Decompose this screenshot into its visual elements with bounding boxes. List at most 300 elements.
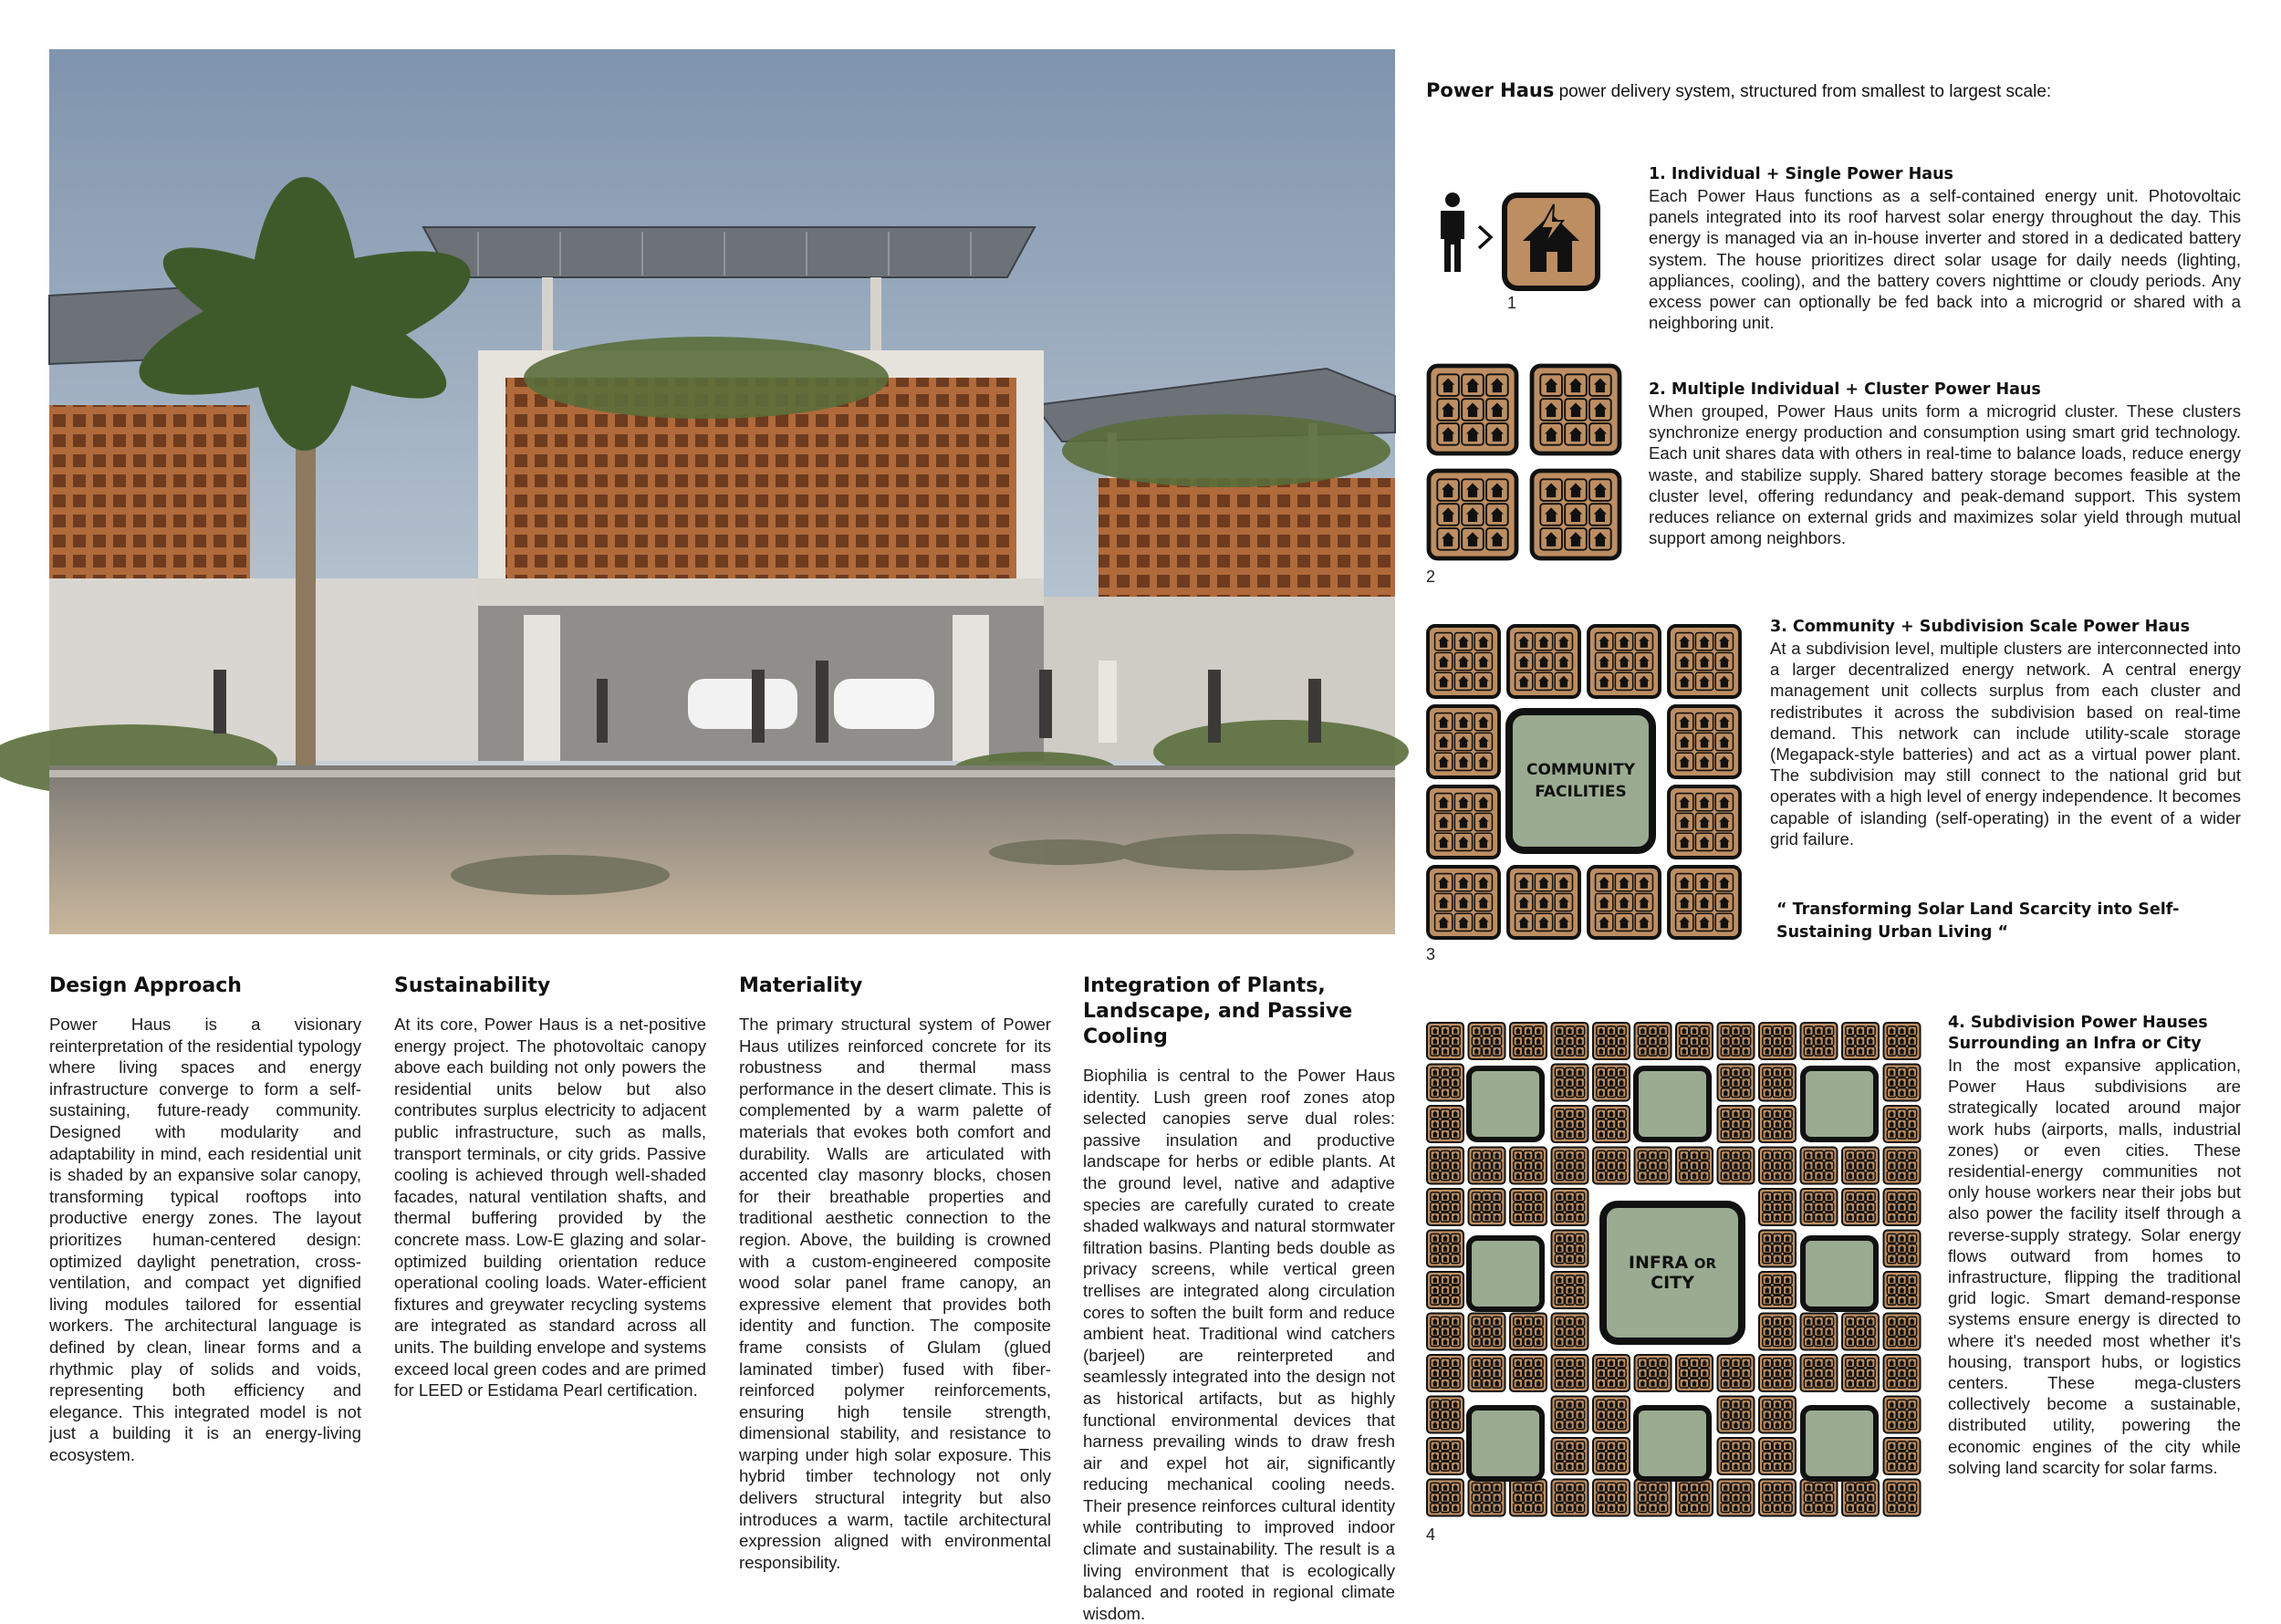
city-cluster-94-unit (1804, 1494, 1813, 1503)
city-cluster-4-unit (1576, 1046, 1585, 1056)
city-diagram (1426, 1022, 1919, 1524)
city-cluster-24-unit (1898, 1119, 1907, 1129)
city-cluster-42-unit (1804, 1213, 1813, 1222)
city-cluster-71-unit (1846, 1379, 1855, 1388)
city-cluster-81-unit (1607, 1462, 1616, 1471)
city-cluster-96-unit (1887, 1483, 1896, 1492)
city-cluster-49-unit (1441, 1275, 1450, 1285)
city-cluster-27-unit (1514, 1171, 1523, 1181)
city-cluster-58-unit (1815, 1317, 1824, 1326)
city-cluster-30-unit (1649, 1150, 1658, 1160)
city-cluster-79-unit (1441, 1452, 1450, 1461)
city-cluster-90-unit (1638, 1494, 1647, 1503)
cluster-3-unit (1486, 504, 1508, 526)
city-cluster-57-unit (1783, 1327, 1792, 1337)
city-cluster-72-unit (1887, 1369, 1896, 1378)
city-cluster-89-unit (1607, 1504, 1616, 1513)
city-cluster-64-unit (1576, 1369, 1585, 1378)
infra-block-7 (1633, 1405, 1712, 1482)
city-cluster-16-unit (1742, 1078, 1751, 1088)
sub-cluster-7-unit (1474, 833, 1492, 850)
city-cluster-85-unit (1451, 1494, 1460, 1503)
city-cluster-74-unit (1566, 1421, 1575, 1430)
city-cluster-48-unit (1908, 1254, 1917, 1264)
city-cluster-34-unit (1815, 1150, 1824, 1160)
city-cluster-25-unit (1431, 1171, 1440, 1181)
city-cluster-64-unit (1555, 1379, 1564, 1388)
city-cluster-88-unit (1576, 1494, 1585, 1503)
city-cluster-35-unit (1856, 1150, 1865, 1160)
city-cluster-82-unit (1732, 1462, 1741, 1471)
city-cluster-85-unit (1451, 1504, 1460, 1513)
city-cluster-56-unit (1555, 1317, 1564, 1326)
city-cluster-11-unit (1856, 1046, 1865, 1056)
house-bolt-icon (1501, 192, 1601, 296)
city-cluster-10-unit (1815, 1046, 1824, 1056)
infra-city-block (1599, 1201, 1745, 1345)
city-cluster-32-unit (1732, 1150, 1741, 1160)
city-cluster-64-unit (1566, 1379, 1575, 1388)
city-cluster-83-unit (1763, 1442, 1772, 1451)
city-cluster-27-unit (1524, 1161, 1533, 1171)
city-cluster-14-unit (1555, 1078, 1564, 1088)
city-cluster-89-unit (1597, 1504, 1606, 1513)
city-cluster-33-unit (1783, 1171, 1792, 1181)
sub-cluster-2-unit (1535, 672, 1552, 690)
city-cluster-95-unit (1846, 1494, 1855, 1503)
city-cluster-38-unit (1493, 1202, 1502, 1212)
city-cluster-9-unit (1763, 1026, 1772, 1036)
city-cluster-95-unit (1856, 1494, 1865, 1503)
city-cluster-69-unit (1763, 1369, 1772, 1378)
city-cluster-80-unit (1566, 1462, 1575, 1471)
city-cluster-84-unit (1908, 1442, 1917, 1451)
sub-cluster-2-unit (1535, 633, 1552, 651)
city-cluster-7-unit (1690, 1026, 1699, 1036)
sub-cluster-11-unit (1635, 913, 1652, 931)
city-cluster-73-unit (1451, 1400, 1460, 1409)
city-cluster-70-unit (1825, 1379, 1834, 1388)
city-cluster-9-unit (1783, 1036, 1792, 1046)
city-cluster-34-unit (1825, 1150, 1834, 1160)
city-cluster-80-unit (1555, 1462, 1564, 1471)
city-cluster-35-unit (1846, 1150, 1855, 1160)
sub-cluster-1-unit (1474, 672, 1492, 690)
sub-cluster-9-unit (1435, 874, 1453, 891)
scale-2-number: 2 (1426, 567, 1436, 586)
city-cluster-14-unit (1566, 1067, 1575, 1077)
sub-cluster-5-unit (1454, 733, 1472, 750)
sub-cluster-6-unit (1715, 753, 1733, 770)
city-cluster-10-unit (1825, 1046, 1834, 1056)
city-cluster-86-unit (1493, 1483, 1502, 1492)
city-cluster-27-unit (1534, 1161, 1543, 1171)
city-cluster-86-unit (1483, 1483, 1492, 1492)
city-cluster-78-unit (1908, 1400, 1917, 1409)
city-cluster-91-unit (1700, 1494, 1709, 1503)
city-cluster-35-unit (1846, 1171, 1855, 1181)
city-cluster-95-unit (1866, 1483, 1875, 1492)
city-cluster-19-unit (1431, 1109, 1440, 1119)
city-cluster-22-unit (1732, 1119, 1741, 1129)
city-cluster-39-unit (1524, 1192, 1533, 1202)
city-cluster-93-unit (1773, 1483, 1782, 1492)
city-cluster-15-unit (1597, 1078, 1606, 1088)
city-cluster-20-unit (1566, 1109, 1575, 1119)
sub-cluster-12-unit (1676, 913, 1693, 931)
city-cluster-81-unit (1597, 1452, 1606, 1461)
city-cluster-69-unit (1763, 1359, 1772, 1368)
city-cluster-1-unit (1451, 1036, 1460, 1046)
sub-cluster-12-unit (1695, 893, 1713, 911)
city-cluster-96-unit (1898, 1504, 1907, 1513)
scale-1-body: Each Power Haus functions as a self-contained energy unit. Photovoltaic panels integrated into its roof harvest solar energy throughout the day. This energy is managed via an in-house inverter and stored in a dedicated battery system. The house prioritizes direct solar usage for daily needs (lighting, appliances, cooling), and the battery covers nighttime or cloudy periods. Any excess power can optionally be fed back into a microgrid or shared with a neighboring unit. (1649, 186, 2241, 333)
city-cluster-47-unit (1763, 1234, 1772, 1243)
sub-cluster-2-unit (1515, 652, 1533, 670)
sub-cluster-12-unit (1715, 893, 1733, 911)
city-cluster-78-unit (1908, 1421, 1917, 1430)
city-cluster-36-unit (1898, 1161, 1907, 1171)
city-cluster-42-unit (1825, 1192, 1834, 1202)
sub-cluster-8-unit (1695, 813, 1713, 830)
city-cluster-77-unit (1773, 1411, 1782, 1420)
city-cluster-11-unit (1866, 1046, 1875, 1056)
city-cluster-48-unit (1898, 1234, 1907, 1243)
city-cluster-50-unit (1566, 1275, 1575, 1285)
city-cluster-32-unit (1721, 1161, 1730, 1171)
community-facilities-label: COMMUNITY FACILITIES (1526, 761, 1636, 801)
city-cluster-14-unit (1576, 1067, 1585, 1077)
city-cluster-80-unit (1566, 1452, 1575, 1461)
city-cluster-16-unit (1742, 1067, 1751, 1077)
city-cluster-51-unit (1773, 1296, 1782, 1305)
city-cluster-75-unit (1607, 1400, 1616, 1409)
city-cluster-44-unit (1898, 1192, 1907, 1202)
city-cluster-56-unit (1566, 1327, 1575, 1337)
city-cluster-84-unit (1908, 1452, 1917, 1461)
city-cluster-66-unit (1649, 1369, 1658, 1378)
city-cluster-40-unit (1566, 1192, 1575, 1202)
city-cluster-83-unit (1763, 1462, 1772, 1471)
city-cluster-71-unit (1856, 1359, 1865, 1368)
sub-cluster-10-unit (1515, 874, 1533, 891)
city-cluster-4-unit (1576, 1036, 1585, 1046)
city-cluster-88-unit (1576, 1504, 1585, 1513)
city-cluster-38-unit (1483, 1192, 1492, 1202)
city-cluster-91-unit (1680, 1494, 1689, 1503)
city-cluster-24-unit (1908, 1119, 1917, 1129)
city-cluster-8-unit (1742, 1036, 1751, 1046)
city-cluster-30-unit (1649, 1171, 1658, 1181)
city-cluster-40-unit (1555, 1202, 1564, 1212)
city-cluster-43-unit (1856, 1202, 1865, 1212)
city-cluster-62-unit (1493, 1379, 1502, 1388)
city-cluster-33-unit (1783, 1150, 1792, 1160)
city-cluster-31-unit (1700, 1161, 1709, 1171)
city-cluster-47-unit (1783, 1254, 1792, 1264)
city-cluster-90-unit (1649, 1483, 1658, 1492)
city-cluster-33-unit (1773, 1171, 1782, 1181)
city-cluster-94-unit (1815, 1504, 1824, 1513)
cluster-1-unit (1437, 399, 1459, 421)
city-cluster-19-unit (1451, 1119, 1460, 1129)
city-cluster-12-unit (1908, 1036, 1917, 1046)
sub-cluster-7-unit (1435, 813, 1453, 830)
city-cluster-73-unit (1441, 1400, 1450, 1409)
city-cluster-62-unit (1472, 1369, 1481, 1378)
infra-block-3 (1800, 1066, 1879, 1142)
city-cluster-1-unit (1431, 1046, 1440, 1056)
city-cluster-45-unit (1441, 1234, 1450, 1243)
city-cluster-77-unit (1763, 1411, 1772, 1420)
city-cluster-95-unit (1856, 1483, 1865, 1492)
cluster-4-unit (1565, 504, 1587, 526)
city-cluster-16-unit (1732, 1088, 1741, 1098)
city-cluster-30-unit (1659, 1161, 1668, 1171)
plants-landscape-body: Biophilia is central to the Power Haus identity. Lush green roof zones atop selected canopies serve dual roles: passive insulation and productive landscape for herbs or edible plants. At the ground level, native and adaptive species are carefully curated to create shaded walkways and natural stormwater filtration basins. Planting beds double as privacy screens, while vertical green trellises are integrated along circulation cores to soften the built form and reduce ambient heat. Traditional wind catchers (barjeel) are reinterpreted and seamlessly integrated into the design not as historical artifacts, but as highly functional environmental devices that harness prevailing winds to draw fresh air and expel hot air, significantly reducing mechanical cooling needs. Their presence reinforces cultural identity while contributing to improved indoor climate and sustainability. The result is a living environment that is ecologically balanced and rooted in regional climate wisdom. (1083, 1066, 1395, 1623)
city-cluster-21-unit (1597, 1119, 1606, 1129)
city-cluster-69-unit (1763, 1379, 1772, 1388)
city-cluster-41-unit (1763, 1192, 1772, 1202)
city-cluster-94-unit (1815, 1483, 1824, 1492)
city-cluster-18-unit (1908, 1078, 1917, 1088)
city-cluster-13-unit (1451, 1088, 1460, 1098)
city-cluster-73-unit (1431, 1421, 1440, 1430)
city-cluster-9-unit (1763, 1036, 1772, 1046)
city-cluster-29-unit (1617, 1161, 1626, 1171)
sub-cluster-11-unit (1615, 893, 1632, 911)
sub-cluster-7-unit (1474, 794, 1492, 811)
city-cluster-68-unit (1742, 1369, 1751, 1378)
city-cluster-13-unit (1431, 1067, 1440, 1077)
city-cluster-63-unit (1534, 1379, 1543, 1388)
city-cluster-46-unit (1555, 1234, 1564, 1243)
sub-cluster-3-unit (1615, 672, 1632, 690)
city-cluster-42-unit (1815, 1202, 1824, 1212)
city-cluster-27-unit (1534, 1171, 1543, 1181)
sub-cluster-10-unit (1515, 913, 1533, 931)
city-cluster-50-unit (1576, 1286, 1585, 1295)
city-cluster-21-unit (1617, 1119, 1626, 1129)
city-cluster-76-unit (1721, 1411, 1730, 1420)
sub-cluster-2-unit (1515, 633, 1533, 651)
city-cluster-34-unit (1825, 1161, 1834, 1171)
city-cluster-93-unit (1763, 1494, 1772, 1503)
sub-cluster-8-unit (1676, 794, 1693, 811)
city-cluster-47-unit (1783, 1244, 1792, 1254)
city-cluster-47-unit (1763, 1244, 1772, 1254)
city-cluster-23-unit (1773, 1109, 1782, 1119)
city-cluster-2-unit (1493, 1046, 1502, 1056)
city-cluster-69-unit (1773, 1359, 1782, 1368)
city-cluster-52-unit (1898, 1286, 1907, 1295)
city-cluster-8-unit (1721, 1036, 1730, 1046)
sustainability-column (394, 973, 706, 1401)
city-cluster-2-unit (1472, 1036, 1481, 1046)
city-cluster-3-unit (1534, 1046, 1543, 1056)
city-cluster-30-unit (1659, 1150, 1668, 1160)
city-cluster-63-unit (1534, 1359, 1543, 1368)
sub-cluster-8-unit (1715, 813, 1733, 830)
city-cluster-12-unit (1887, 1026, 1896, 1036)
city-cluster-53-unit (1451, 1338, 1460, 1347)
city-cluster-92-unit (1721, 1504, 1730, 1513)
city-cluster-8-unit (1721, 1046, 1730, 1056)
city-cluster-72-unit (1898, 1359, 1907, 1368)
city-cluster-11-unit (1846, 1026, 1855, 1036)
city-cluster-60-unit (1898, 1327, 1907, 1337)
city-cluster-27-unit (1524, 1171, 1533, 1181)
city-cluster-40-unit (1555, 1192, 1564, 1202)
city-cluster-75-unit (1617, 1411, 1626, 1420)
city-cluster-72-unit (1908, 1359, 1917, 1368)
city-cluster-23-unit (1783, 1119, 1792, 1129)
sub-cluster-3-unit (1615, 633, 1632, 651)
sub-cluster-6-unit (1676, 733, 1693, 750)
city-cluster-44-unit (1908, 1213, 1917, 1222)
city-cluster-66-unit (1659, 1359, 1668, 1368)
city-cluster-66-unit (1638, 1369, 1647, 1378)
city-cluster-75-unit (1597, 1411, 1606, 1420)
person-icon (1434, 192, 1471, 277)
city-cluster-64-unit (1555, 1369, 1564, 1378)
city-cluster-90-unit (1659, 1504, 1668, 1513)
city-cluster-53-unit (1441, 1327, 1450, 1337)
city-cluster-92-unit (1732, 1494, 1741, 1503)
cluster-1-unit (1462, 423, 1484, 445)
city-cluster-48-unit (1898, 1244, 1907, 1254)
city-cluster-86-unit (1493, 1504, 1502, 1513)
city-cluster-61-unit (1451, 1369, 1460, 1378)
city-cluster-38-unit (1483, 1213, 1492, 1222)
city-cluster-49-unit (1431, 1296, 1440, 1305)
sub-cluster-12-unit (1695, 913, 1713, 931)
city-cluster-51-unit (1773, 1275, 1782, 1285)
city-cluster-27-unit (1524, 1150, 1533, 1160)
city-cluster-20-unit (1576, 1130, 1585, 1139)
city-cluster-34-unit (1804, 1171, 1813, 1181)
city-cluster-12-unit (1898, 1026, 1907, 1036)
city-cluster-14-unit (1576, 1078, 1585, 1088)
city-cluster-38-unit (1472, 1192, 1481, 1202)
city-cluster-13-unit (1441, 1078, 1450, 1088)
materiality-column (739, 973, 1051, 1573)
city-cluster-78-unit (1908, 1411, 1917, 1420)
cluster-4-unit (1589, 504, 1611, 526)
city-cluster-31-unit (1700, 1150, 1709, 1160)
city-cluster-46-unit (1566, 1234, 1575, 1243)
city-cluster-6-unit (1638, 1026, 1647, 1036)
city-cluster-91-unit (1700, 1504, 1709, 1513)
city-cluster-39-unit (1534, 1202, 1543, 1212)
city-cluster-47-unit (1773, 1254, 1782, 1264)
city-cluster-46-unit (1555, 1254, 1564, 1264)
city-cluster-76-unit (1742, 1421, 1751, 1430)
city-cluster-23-unit (1763, 1109, 1772, 1119)
city-cluster-12-unit (1898, 1046, 1907, 1056)
sub-cluster-11-unit (1596, 874, 1613, 891)
city-cluster-72-unit (1908, 1379, 1917, 1388)
city-cluster-57-unit (1783, 1317, 1792, 1326)
cluster-2-unit (1540, 399, 1562, 421)
sub-cluster-5-unit (1474, 733, 1492, 750)
city-cluster-49-unit (1441, 1296, 1450, 1305)
city-cluster-6-unit (1659, 1026, 1668, 1036)
city-cluster-4-unit (1566, 1046, 1575, 1056)
city-cluster-87-unit (1514, 1483, 1523, 1492)
city-cluster-24-unit (1908, 1109, 1917, 1119)
city-cluster-25-unit (1451, 1150, 1460, 1160)
city-cluster-67-unit (1690, 1359, 1699, 1368)
city-cluster-44-unit (1887, 1213, 1896, 1222)
city-cluster-28-unit (1576, 1171, 1585, 1181)
city-cluster-51-unit (1763, 1286, 1772, 1295)
cluster-4-unit (1589, 479, 1611, 501)
sub-cluster-11-unit (1596, 913, 1613, 931)
sub-cluster-7-unit (1454, 794, 1472, 811)
city-cluster-81-unit (1597, 1442, 1606, 1451)
sub-cluster-6-unit (1676, 753, 1693, 770)
city-cluster-53-unit (1431, 1317, 1440, 1326)
city-cluster-22-unit (1721, 1109, 1730, 1119)
city-cluster-57-unit (1773, 1327, 1782, 1337)
city-cluster-23-unit (1783, 1130, 1792, 1139)
city-cluster-92-unit (1721, 1494, 1730, 1503)
city-cluster-88-unit (1576, 1483, 1585, 1492)
city-cluster-24-unit (1887, 1109, 1896, 1119)
city-cluster-83-unit (1783, 1442, 1792, 1451)
city-cluster-35-unit (1866, 1171, 1875, 1181)
city-cluster-88-unit (1555, 1494, 1564, 1503)
city-cluster-65-unit (1607, 1359, 1616, 1368)
city-cluster-20-unit (1566, 1119, 1575, 1129)
sub-cluster-5-unit (1435, 713, 1453, 731)
city-cluster-10-unit (1815, 1036, 1824, 1046)
city-cluster-62-unit (1493, 1359, 1502, 1368)
city-cluster-26-unit (1483, 1161, 1492, 1171)
city-cluster-32-unit (1721, 1171, 1730, 1181)
city-cluster-21-unit (1607, 1119, 1616, 1129)
city-cluster-16-unit (1732, 1078, 1741, 1088)
cluster-3-unit (1437, 528, 1459, 550)
sub-cluster-7-unit (1454, 833, 1472, 850)
city-cluster-48-unit (1887, 1244, 1896, 1254)
city-cluster-89-unit (1617, 1504, 1626, 1513)
city-cluster-32-unit (1742, 1150, 1751, 1160)
city-cluster-1-unit (1451, 1046, 1460, 1056)
city-cluster-36-unit (1887, 1150, 1896, 1160)
city-cluster-62-unit (1483, 1369, 1492, 1378)
city-cluster-66-unit (1638, 1379, 1647, 1388)
city-cluster-56-unit (1576, 1338, 1585, 1347)
city-cluster-69-unit (1773, 1369, 1782, 1378)
city-cluster-23-unit (1773, 1119, 1782, 1129)
city-cluster-85-unit (1431, 1494, 1440, 1503)
sub-cluster-4-unit (1676, 672, 1693, 690)
city-cluster-25-unit (1441, 1161, 1450, 1171)
city-cluster-28-unit (1576, 1150, 1585, 1160)
city-cluster-49-unit (1451, 1296, 1460, 1305)
city-cluster-4-unit (1566, 1036, 1575, 1046)
city-cluster-65-unit (1597, 1379, 1606, 1388)
city-cluster-35-unit (1856, 1171, 1865, 1181)
cluster-4-unit (1589, 528, 1611, 550)
city-cluster-37-unit (1441, 1192, 1450, 1202)
city-cluster-42-unit (1804, 1192, 1813, 1202)
city-cluster-19-unit (1451, 1109, 1460, 1119)
city-cluster-94-unit (1804, 1504, 1813, 1513)
cluster-4-unit (1565, 479, 1587, 501)
